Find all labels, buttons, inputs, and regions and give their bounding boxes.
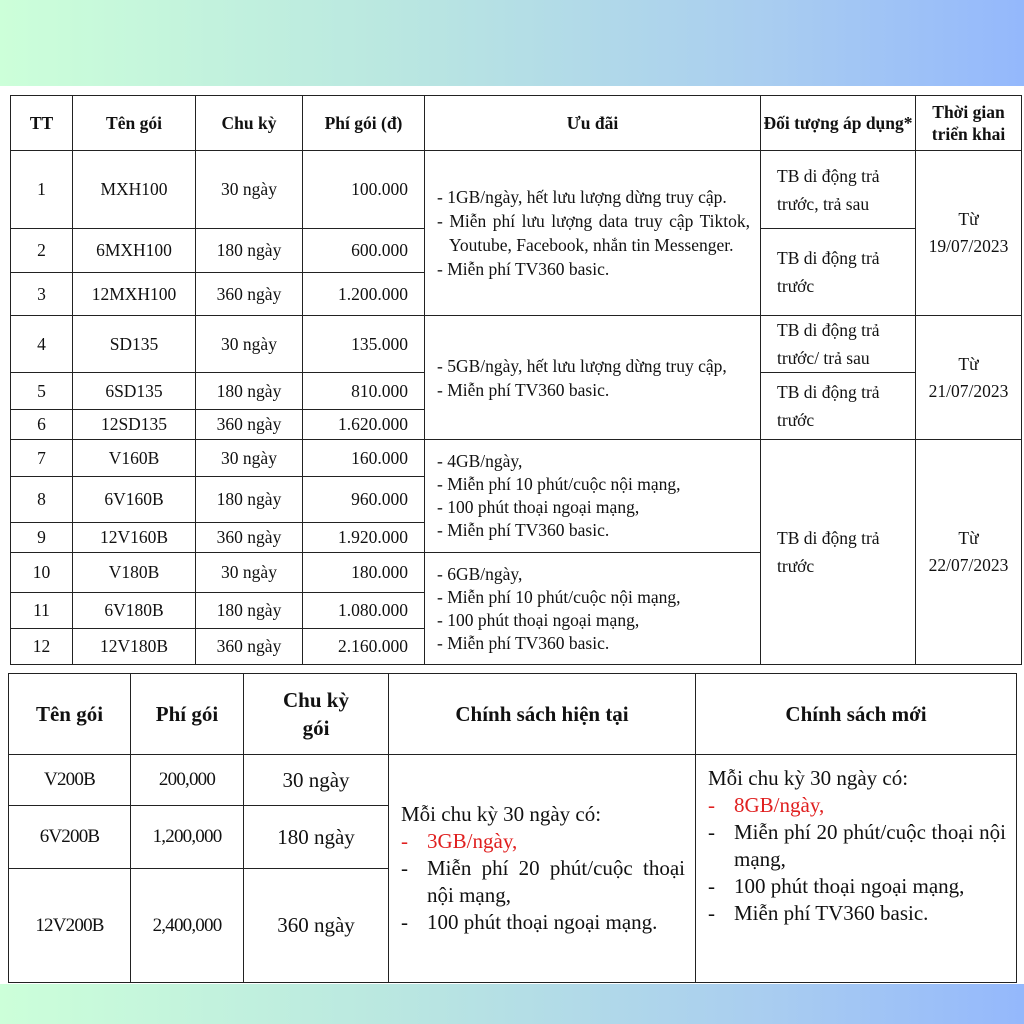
cell-target: TB di động trả trước (761, 229, 916, 316)
policy-item-highlight: - 8GB/ngày, (708, 793, 825, 817)
table-header-row (9, 674, 1017, 755)
cell-fee: 2.160.000 (303, 629, 425, 665)
cell-fee: 200,000 (131, 755, 244, 806)
cell-tt: 6 (11, 410, 73, 440)
time-from: Từ (958, 353, 979, 374)
time-from: Từ (958, 528, 979, 548)
header-package-name: Tên gói (9, 674, 131, 755)
cell-cycle: 360 ngày (196, 273, 303, 316)
cell-benefits-group-3 (425, 440, 761, 553)
cell-target (761, 440, 916, 665)
benefit-line: - Miễn phí 10 phút/cuộc nội mạng, (437, 474, 681, 494)
cell-target: TB di động trả trước, trả sau (761, 151, 916, 229)
cell-name: V160B (73, 440, 196, 477)
policy-item-highlight: - 3GB/ngày, (401, 829, 518, 853)
cell-cycle: 30 ngày (196, 316, 303, 373)
cell-tt: 12 (11, 629, 73, 665)
cell-fee: 135.000 (303, 316, 425, 373)
policy-item: - 100 phút thoại ngoại mạng. (401, 910, 658, 934)
cell-fee: 1.920.000 (303, 523, 425, 553)
cell-cycle: 360 ngày (196, 629, 303, 665)
cell-new-policy (696, 755, 1017, 983)
cell-name: 12MXH100 (73, 273, 196, 316)
cell-name: 6V200B (9, 806, 131, 869)
cell-fee: 1,200,000 (131, 806, 244, 869)
benefit-line: - 1GB/ngày, hết lưu lượng dừng truy cập. (437, 187, 727, 207)
header-new-policy: Chính sách mới (696, 674, 1017, 755)
benefit-line: - Miễn phí TV360 basic. (437, 259, 610, 279)
time-date: 21/07/2023 (928, 380, 1009, 401)
cell-tt: 7 (11, 440, 73, 477)
benefit-line: - 4GB/ngày, (437, 451, 523, 471)
cell-cycle: 180 ngày (196, 229, 303, 273)
cell-fee: 1.620.000 (303, 410, 425, 440)
table-header-row (11, 96, 1022, 151)
cell-benefits-group-2 (425, 316, 761, 440)
cell-name: SD135 (73, 316, 196, 373)
cell-tt: 4 (11, 316, 73, 373)
benefit-line: - Miễn phí TV360 basic. (437, 379, 610, 400)
cell-fee: 810.000 (303, 373, 425, 410)
header-benefits: Ưu đãi (425, 96, 761, 151)
cell-cycle: 30 ngày (244, 755, 389, 806)
header-cycle: Chu kỳ gói (244, 674, 389, 755)
cell-name: V180B (73, 553, 196, 593)
cell-tt: 8 (11, 477, 73, 523)
policy-intro: Mỗi chu kỳ 30 ngày có: (401, 802, 602, 826)
header-fee: Phí gói (đ) (303, 96, 425, 151)
table-row (9, 755, 1017, 806)
cell-cycle: 180 ngày (196, 373, 303, 410)
table-row (11, 151, 1022, 229)
policy-intro: Mỗi chu kỳ 30 ngày có: (708, 766, 909, 790)
benefit-line: - Miễn phí TV360 basic. (437, 520, 610, 540)
benefit-line: - 5GB/ngày, hết lưu lượng dừng truy cập, (437, 355, 727, 376)
cell-tt: 5 (11, 373, 73, 410)
target-text: TB di động trả trước (777, 528, 880, 576)
header-current-policy: Chính sách hiện tại (389, 674, 696, 755)
cell-current-policy (389, 755, 696, 983)
cell-tt: 1 (11, 151, 73, 229)
policy-item: - Miễn phí 20 phút/cuộc thoại nội mạng, (401, 856, 685, 907)
benefit-line: - 100 phút thoại ngoại mạng, (437, 497, 640, 517)
cell-cycle: 30 ngày (196, 553, 303, 593)
cell-cycle: 30 ngày (196, 151, 303, 229)
benefit-line: - Miễn phí TV360 basic. (437, 632, 610, 653)
cell-cycle: 30 ngày (196, 440, 303, 477)
cell-fee: 160.000 (303, 440, 425, 477)
header-package-name: Tên gói (73, 96, 196, 151)
policy-item: - Miễn phí TV360 basic. (708, 901, 929, 925)
cell-fee: 960.000 (303, 477, 425, 523)
policy-item: - 100 phút thoại ngoại mạng, (708, 874, 965, 898)
cell-name: V200B (9, 755, 131, 806)
cell-cycle: 180 ngày (244, 806, 389, 869)
cell-tt: 3 (11, 273, 73, 316)
cell-cycle: 360 ngày (196, 523, 303, 553)
cell-tt: 10 (11, 553, 73, 593)
header-cycle: Chu kỳ (196, 96, 303, 151)
cell-tt: 11 (11, 593, 73, 629)
cell-fee: 100.000 (303, 151, 425, 229)
policy-comparison-table (8, 673, 1017, 983)
header-tt: TT (11, 96, 73, 151)
cell-name: 12V180B (73, 629, 196, 665)
package-table (10, 95, 1022, 665)
benefit-line: - 100 phút thoại ngoại mạng, (437, 609, 640, 630)
header-target: Đối tượng áp dụng* (761, 96, 916, 151)
cell-target: TB di động trả trước/ trả sau (761, 316, 916, 373)
cell-tt: 9 (11, 523, 73, 553)
cell-fee: 600.000 (303, 229, 425, 273)
table-row (11, 440, 1022, 477)
policy-item: - Miễn phí 20 phút/cuộc thoại nội mạng, (708, 820, 1006, 871)
benefit-line: - 6GB/ngày, (437, 563, 523, 584)
benefit-line: - Miễn phí 10 phút/cuộc nội mạng, (437, 586, 681, 607)
cell-cycle: 180 ngày (196, 593, 303, 629)
cell-fee: 2,400,000 (131, 869, 244, 983)
cell-name: MXH100 (73, 151, 196, 229)
time-from: Từ (958, 209, 979, 229)
header-fee: Phí gói (131, 674, 244, 755)
cell-time-group-1 (916, 151, 1022, 316)
cell-fee: 1.200.000 (303, 273, 425, 316)
cell-name: 6V180B (73, 593, 196, 629)
cell-cycle: 180 ngày (196, 477, 303, 523)
time-date: 19/07/2023 (928, 236, 1009, 256)
cell-name: 12V160B (73, 523, 196, 553)
table-row (11, 316, 1022, 373)
cell-cycle: 360 ngày (244, 869, 389, 983)
cell-benefits-group-1 (425, 151, 761, 316)
cell-time-group-3 (916, 440, 1022, 665)
cell-benefits-group-4 (425, 553, 761, 665)
cell-name: 6MXH100 (73, 229, 196, 273)
cell-cycle: 360 ngày (196, 410, 303, 440)
cell-name: 12V200B (9, 869, 131, 983)
time-date: 22/07/2023 (928, 555, 1009, 575)
cell-time-group-2 (916, 316, 1022, 440)
cell-target: TB di động trả trước (761, 373, 916, 440)
cell-name: 12SD135 (73, 410, 196, 440)
cell-fee: 180.000 (303, 553, 425, 593)
cell-name: 6V160B (73, 477, 196, 523)
benefit-line: - Miễn phí lưu lượng data truy cập Tiktok, Youtube, Facebook, nhắn tin Messenger. (437, 211, 750, 255)
header-time: Thời gian triển khai (916, 96, 1022, 151)
cell-tt: 2 (11, 229, 73, 273)
cell-name: 6SD135 (73, 373, 196, 410)
cell-fee: 1.080.000 (303, 593, 425, 629)
